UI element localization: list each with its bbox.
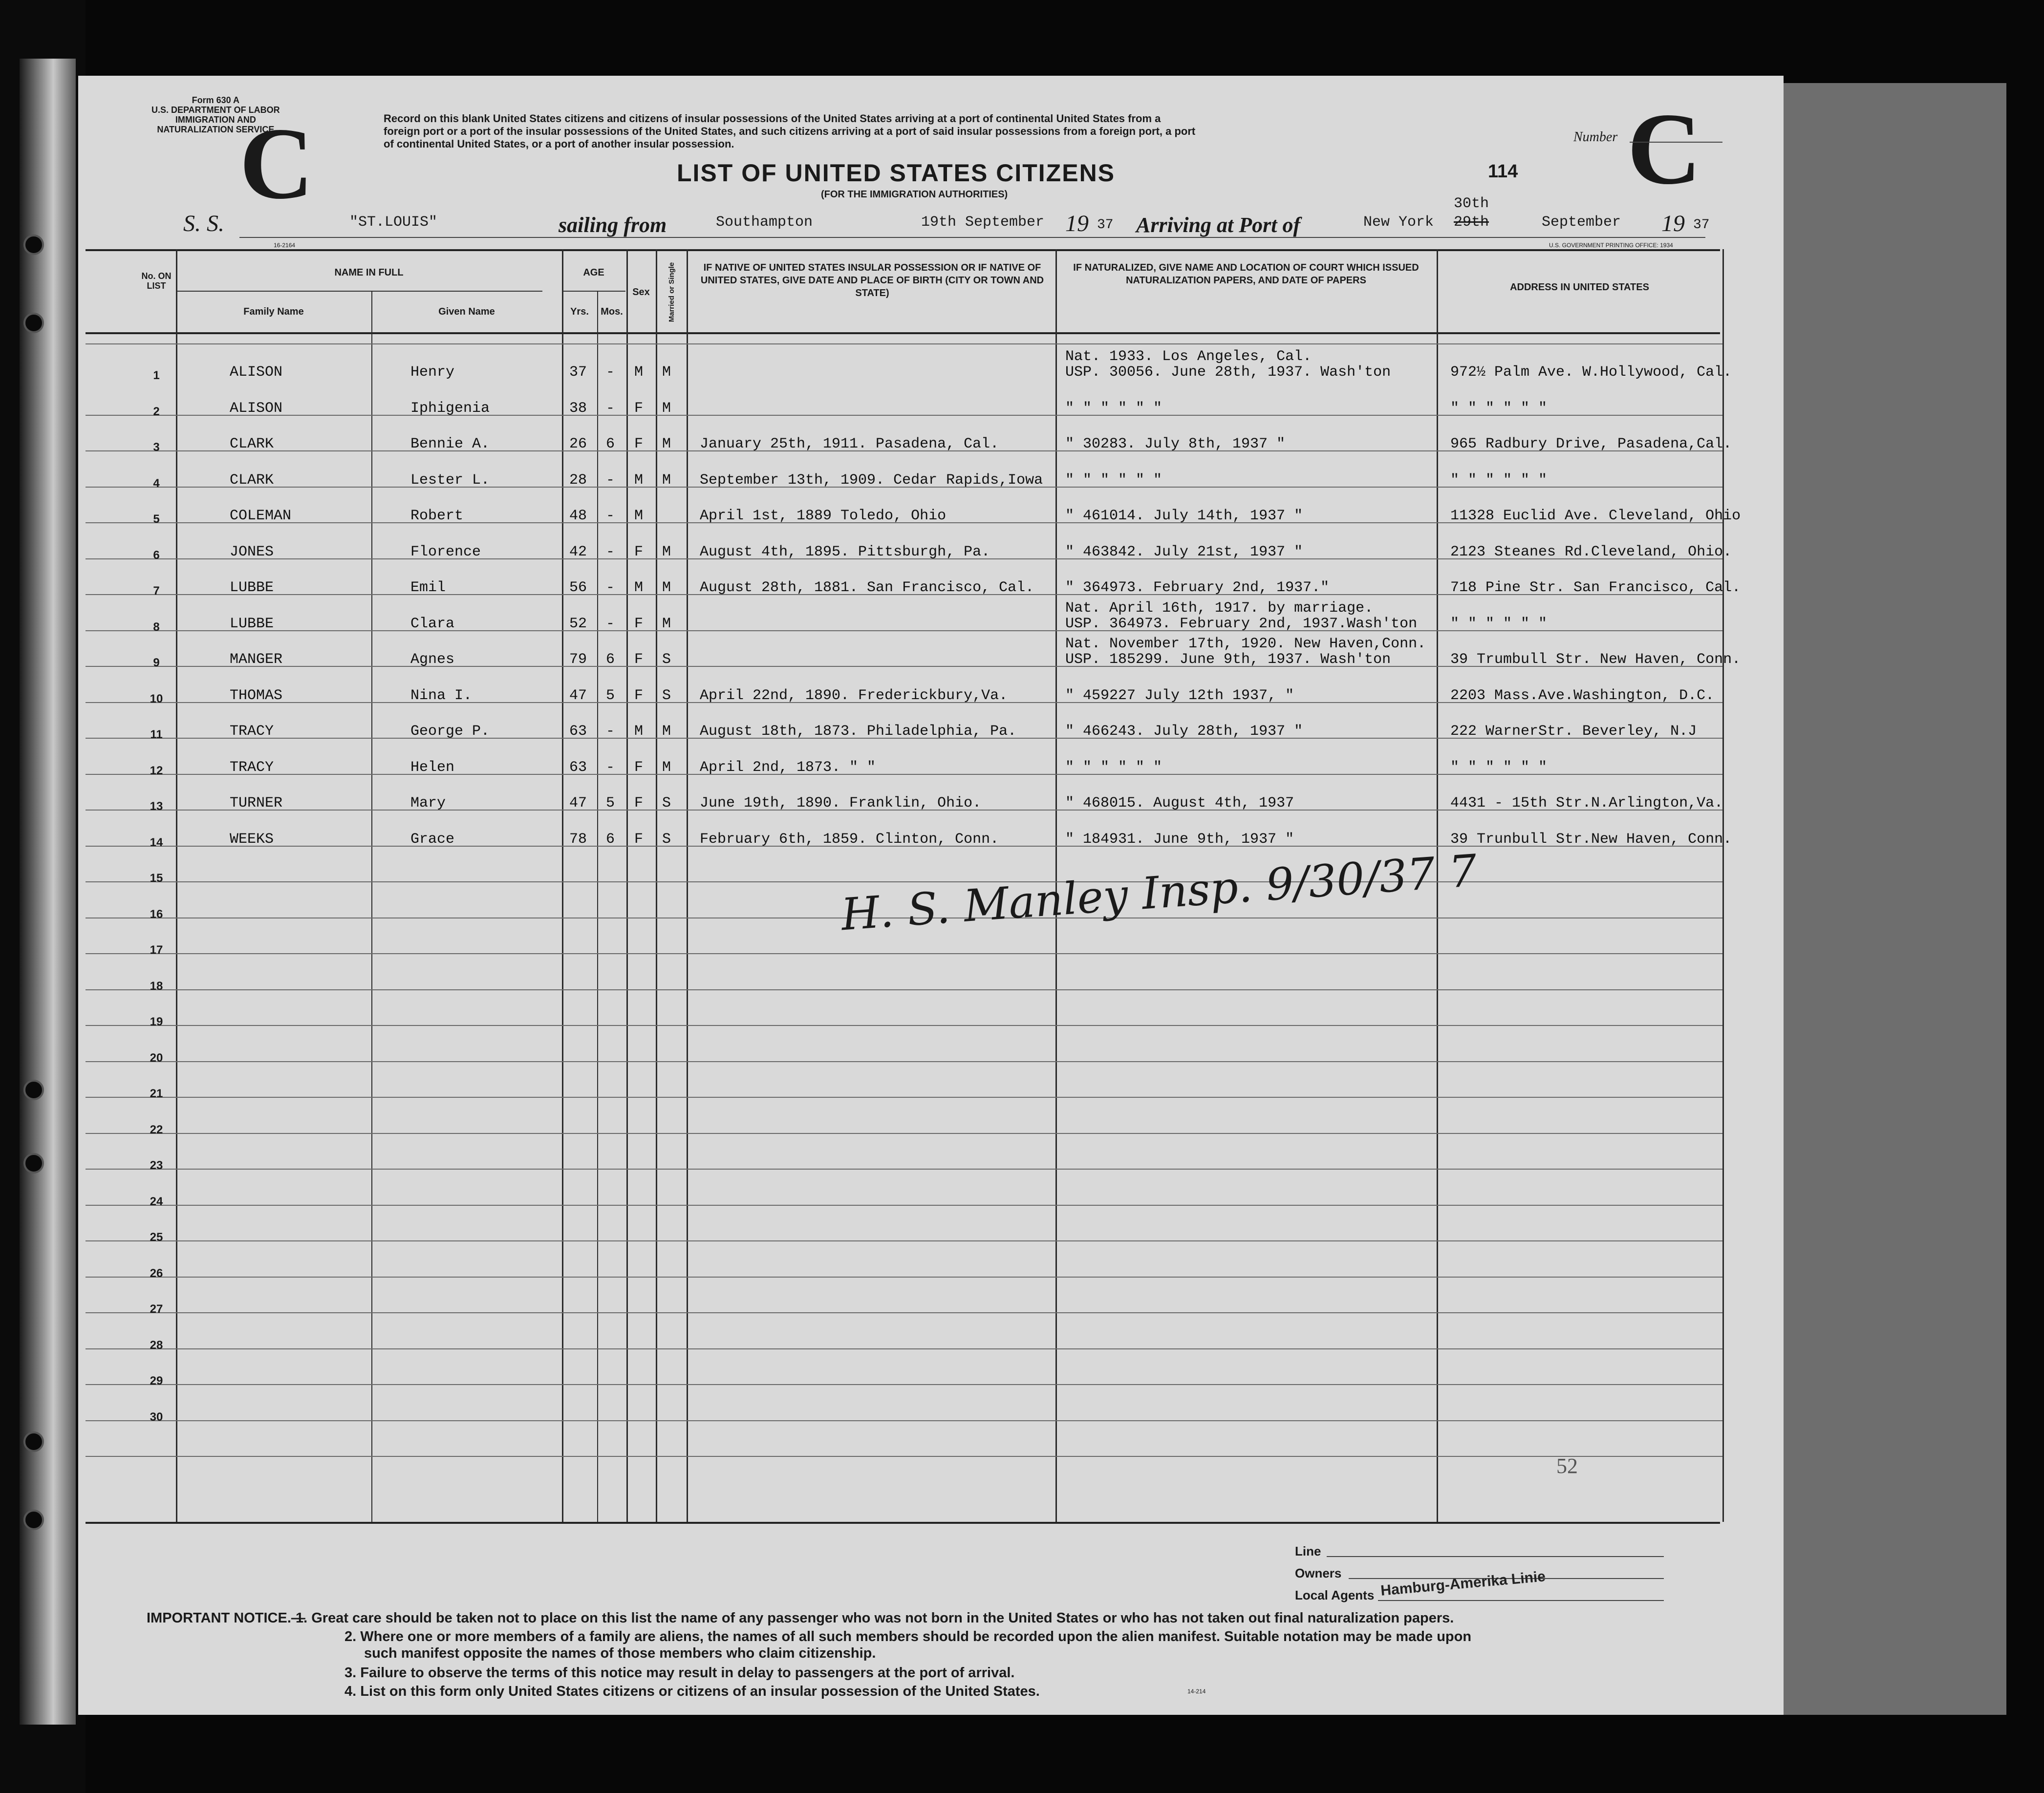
line-label: Line — [1295, 1544, 1321, 1558]
naturalization-line-2: " " " " " " — [1065, 759, 1162, 776]
notice-item-1: 1. Great care should be taken not to place on this list the name of any passenger who was not born in the United States or who has not taken out final naturalization papers. — [296, 1610, 1454, 1626]
naturalization-line-2: " 364973. February 2nd, 1937." — [1065, 579, 1330, 596]
row-number: 19 — [150, 1015, 163, 1028]
birth-place-date: January 25th, 1911. Pasadena, Cal. — [700, 436, 999, 452]
age-months: - — [606, 508, 615, 524]
marital-status: S — [662, 651, 671, 668]
marital-status: M — [662, 543, 671, 560]
given-name: Agnes — [410, 651, 455, 668]
family-name: ALISON — [230, 364, 283, 381]
age-years: 63 — [569, 723, 587, 740]
given-name: Emil — [410, 579, 446, 596]
naturalization-line-2: " 461014. July 14th, 1937 " — [1065, 508, 1303, 524]
row-number: 1 — [153, 369, 160, 382]
sex: M — [634, 723, 644, 740]
row-number: 9 — [153, 656, 160, 669]
us-address: 39 Trumbull Str. New Haven, Conn. — [1450, 651, 1741, 668]
age-months: - — [606, 543, 615, 560]
family-name: CLARK — [230, 471, 274, 489]
header-naturalized: IF NATURALIZED, GIVE NAME AND LOCATION OF COURT WHICH ISSUED NATURALIZATION PAPERS, AND DATE OF PAPERS — [1073, 262, 1419, 286]
table-top-rule — [86, 249, 1720, 251]
arrive-year-suffix: 37 — [1693, 217, 1710, 233]
row-number: 22 — [150, 1123, 163, 1136]
given-name: Florence — [410, 543, 481, 560]
arriving-label: Arriving at Port of — [1136, 213, 1301, 237]
arrive-year-prefix: 19 — [1661, 211, 1685, 236]
notice-item-2-cont: such manifest opposite the names of those members who claim citizenship. — [364, 1645, 876, 1661]
header-family-name: Family Name — [243, 306, 304, 317]
sex: F — [634, 759, 644, 776]
age-months: 5 — [606, 795, 615, 811]
inspector-signature: H. S. Manley Insp. 9/30/37 7 — [839, 845, 1479, 941]
marital-status: S — [662, 687, 671, 704]
record-instructions — [384, 112, 1195, 150]
row-number: 29 — [150, 1374, 163, 1387]
age-months: - — [606, 759, 615, 776]
binder-hole — [23, 1431, 44, 1452]
row-rule — [86, 1169, 1722, 1170]
us-address: " " " " " " — [1450, 759, 1548, 776]
row-number: 28 — [150, 1338, 163, 1352]
birth-place-date: April 2nd, 1873. " " — [700, 759, 876, 776]
row-number: 18 — [150, 979, 163, 993]
page-number: 114 — [1488, 161, 1518, 182]
age-months: - — [606, 615, 615, 632]
binder-hole — [23, 313, 44, 333]
row-number: 21 — [150, 1087, 163, 1100]
birth-place-date: September 13th, 1909. Cedar Rapids,Iowa — [700, 471, 1043, 489]
family-name: LUBBE — [230, 615, 274, 632]
age-years: 38 — [569, 400, 587, 417]
birth-place-date: June 19th, 1890. Franklin, Ohio. — [700, 795, 982, 811]
header-given-name: Given Name — [438, 306, 495, 317]
age-months: - — [606, 723, 615, 740]
class-letter-left: C — [239, 107, 314, 220]
header-age: AGE — [583, 267, 604, 278]
row-rule — [86, 1240, 1722, 1241]
naturalization-line-2: " 463842. July 21st, 1937 " — [1065, 543, 1303, 560]
naturalization-line-2: USP. 185299. June 9th, 1937. Wash'ton — [1065, 651, 1391, 668]
sex: F — [634, 795, 644, 811]
marital-status: M — [662, 436, 671, 452]
notice-item-4: 4. List on this form only United States citizens or citizens of an insular possession of the United States. — [344, 1684, 1040, 1699]
row-rule — [86, 1348, 1722, 1349]
binder-hole — [23, 1510, 44, 1530]
family-name: LUBBE — [230, 579, 274, 596]
us-address: 972½ Palm Ave. W.Hollywood, Cal. — [1450, 364, 1732, 381]
sex: F — [634, 687, 644, 704]
arrive-month: September — [1542, 214, 1621, 231]
naturalization-line-2: " 184931. June 9th, 1937 " — [1065, 831, 1294, 848]
record-text-3: of continental United States, or a port of another insular possession. — [384, 138, 734, 150]
naturalization-line-2: " 468015. August 4th, 1937 — [1065, 795, 1294, 811]
age-years: 63 — [569, 759, 587, 776]
header-no: No. ON LIST — [141, 271, 172, 291]
age-years: 48 — [569, 508, 587, 524]
family-name: THOMAS — [230, 687, 283, 704]
row-number: 8 — [153, 620, 160, 634]
header-married-single: Married or Single — [667, 262, 676, 322]
marital-status: M — [662, 471, 671, 489]
row-number: 14 — [150, 835, 163, 849]
row-number: 24 — [150, 1195, 163, 1208]
port-to: New York — [1363, 214, 1434, 231]
row-number: 13 — [150, 800, 163, 813]
row-number: 3 — [153, 441, 160, 454]
given-name: Bennie A. — [410, 436, 490, 452]
age-months: - — [606, 471, 615, 489]
bureau-line-1: IMMIGRATION AND — [175, 115, 256, 125]
naturalization-line-2: " 30283. July 8th, 1937 " — [1065, 436, 1286, 452]
notice-title: IMPORTANT NOTICE.— — [147, 1610, 305, 1626]
naturalization-line-2: USP. 364973. February 2nd, 1937.Wash'ton — [1065, 615, 1418, 632]
page-title: LIST OF UNITED STATES CITIZENS — [677, 159, 1116, 187]
department: U.S. DEPARTMENT OF LABOR — [151, 105, 280, 115]
row-rule — [86, 1420, 1722, 1421]
row-rule — [86, 1384, 1722, 1385]
age-years: 42 — [569, 543, 587, 560]
row-number: 27 — [150, 1302, 163, 1316]
table-bottom-rule — [86, 1522, 1720, 1524]
binder-hole — [23, 1080, 44, 1100]
age-years: 56 — [569, 579, 587, 596]
form-id: Form 630 A — [192, 95, 240, 105]
birth-place-date: April 22nd, 1890. Frederickbury,Va. — [700, 687, 1008, 704]
binder-strip — [20, 59, 76, 1725]
sex: M — [634, 579, 644, 596]
age-months: 5 — [606, 687, 615, 704]
page-subtitle: (FOR THE IMMIGRATION AUTHORITIES) — [821, 189, 1008, 200]
naturalization-line-2: USP. 30056. June 28th, 1937. Wash'ton — [1065, 364, 1391, 381]
sex: F — [634, 651, 644, 668]
row-rule — [86, 1277, 1722, 1278]
port-from: Southampton — [716, 214, 813, 231]
age-years: 79 — [569, 651, 587, 668]
age-years: 78 — [569, 831, 587, 848]
row-number: 11 — [150, 728, 163, 741]
row-number: 4 — [153, 476, 160, 490]
sex: M — [634, 508, 644, 524]
depart-year-prefix: 19 — [1065, 211, 1089, 236]
given-name: Robert — [410, 508, 464, 524]
us-address: " " " " " " — [1450, 400, 1548, 417]
sex: M — [634, 364, 644, 381]
sex: F — [634, 615, 644, 632]
given-name: Mary — [410, 795, 446, 811]
header-yrs: Yrs. — [570, 306, 589, 317]
row-rule — [86, 1205, 1722, 1206]
age-years: 37 — [569, 364, 587, 381]
family-name: JONES — [230, 543, 274, 560]
given-name: Lester L. — [410, 471, 490, 489]
row-rule — [86, 953, 1722, 954]
naturalization-line-1: Nat. April 16th, 1917. by marriage. — [1065, 599, 1374, 617]
printing-office: U.S. GOVERNMENT PRINTING OFFICE: 1934 — [1549, 242, 1673, 249]
row-rule — [86, 1312, 1722, 1313]
row-number: 26 — [150, 1266, 163, 1280]
table-header-rule — [86, 332, 1720, 334]
given-name: Henry — [410, 364, 455, 381]
ship-name: "ST.LOUIS" — [349, 214, 438, 231]
marital-status: M — [662, 364, 671, 381]
given-name: Helen — [410, 759, 455, 776]
age-months: 6 — [606, 651, 615, 668]
row-number: 6 — [153, 548, 160, 562]
owners-label: Owners — [1295, 1566, 1342, 1580]
us-address: 11328 Euclid Ave. Cleveland, Ohio — [1450, 508, 1741, 524]
family-name: TRACY — [230, 723, 274, 740]
marital-status: M — [662, 579, 671, 596]
age-months: - — [606, 400, 615, 417]
row-number: 10 — [150, 692, 163, 705]
given-name: Grace — [410, 831, 455, 848]
row-number: 5 — [153, 512, 160, 526]
row-rule — [86, 1025, 1722, 1026]
marital-status: M — [662, 723, 671, 740]
family-name: TRACY — [230, 759, 274, 776]
sex: F — [634, 831, 644, 848]
age-years: 47 — [569, 687, 587, 704]
us-address: 222 WarnerStr. Beverley, N.J — [1450, 723, 1697, 740]
birth-place-date: April 1st, 1889 Toledo, Ohio — [700, 508, 947, 524]
backing-card — [1779, 83, 2006, 1715]
birth-place-date: August 18th, 1873. Philadelphia, Pa. — [700, 723, 1017, 740]
record-text-2: foreign port or a port of the insular possessions of the United States, and such citizens arriving at a port of said insular possessions from a foreign port, a port — [384, 125, 1196, 137]
marital-status: S — [662, 795, 671, 811]
row-number: 23 — [150, 1159, 163, 1172]
given-name: Nina I. — [410, 687, 473, 704]
header-mos: Mos. — [601, 306, 623, 317]
us-address: 2123 Steanes Rd.Cleveland, Ohio. — [1450, 543, 1732, 560]
record-text-1: Record on this blank United States citizens and citizens of insular possessions of the United States arriving at a port of continental United States from a — [384, 112, 1161, 125]
row-rule — [86, 1061, 1722, 1062]
row-number: 16 — [150, 907, 163, 921]
number-label: Number — [1573, 129, 1618, 145]
marital-status: M — [662, 400, 671, 417]
row-rule — [86, 1097, 1722, 1098]
birth-place-date: February 6th, 1859. Clinton, Conn. — [700, 831, 999, 848]
naturalization-line-2: " " " " " " — [1065, 400, 1162, 417]
marital-status: M — [662, 759, 671, 776]
footer-code: 14-214 — [1187, 1688, 1206, 1695]
marital-status: S — [662, 831, 671, 848]
marital-status: M — [662, 615, 671, 632]
ss-label: S. S. — [183, 211, 224, 236]
us-address: 2203 Mass.Ave.Washington, D.C. — [1450, 687, 1715, 704]
notice-item-3: 3. Failure to observe the terms of this notice may result in delay to passengers at the port of arrival. — [344, 1665, 1015, 1681]
bureau-line-2: NATURALIZATION SERVICE — [157, 125, 275, 134]
header-address: ADDRESS IN UNITED STATES — [1510, 282, 1649, 293]
age-months: 6 — [606, 831, 615, 848]
naturalization-line-1: Nat. November 17th, 1920. New Haven,Conn. — [1065, 636, 1426, 652]
given-name: Clara — [410, 615, 455, 632]
row-number: 15 — [150, 872, 163, 885]
naturalization-line-1: Nat. 1933. Los Angeles, Cal. — [1065, 348, 1312, 365]
row-number: 30 — [150, 1410, 163, 1424]
notice-item-2: 2. Where one or more members of a family are aliens, the names of all such members should be recorded upon the alien manifest. Suitable notation may be made upon — [344, 1629, 1472, 1644]
row-number: 25 — [150, 1231, 163, 1244]
naturalization-line-2: " " " " " " — [1065, 471, 1162, 489]
us-address: 965 Radbury Drive, Pasadena,Cal. — [1450, 436, 1732, 452]
age-months: - — [606, 364, 615, 381]
sex: F — [634, 400, 644, 417]
family-name: MANGER — [230, 651, 283, 668]
header-name-in-full: NAME IN FULL — [334, 267, 404, 278]
agents-stamp: Hamburg-Amerika Linie — [1380, 1568, 1547, 1599]
row-number: 12 — [150, 764, 163, 777]
us-address: " " " " " " — [1450, 471, 1548, 489]
age-years: 28 — [569, 471, 587, 489]
sex: M — [634, 471, 644, 489]
row-number: 2 — [153, 405, 160, 418]
row-rule — [86, 1456, 1722, 1457]
sailing-from-label: sailing from — [559, 213, 667, 237]
small-code: 16-2164 — [274, 242, 296, 249]
age-years: 52 — [569, 615, 587, 632]
given-name: George P. — [410, 723, 490, 740]
row-number: 17 — [150, 943, 163, 957]
sex: F — [634, 543, 644, 560]
age-years: 26 — [569, 436, 587, 452]
row-rule — [86, 1133, 1722, 1134]
binder-hole — [23, 1153, 44, 1174]
us-address: " " " " " " — [1450, 615, 1548, 632]
row-number: 7 — [153, 584, 160, 598]
family-name: TURNER — [230, 795, 283, 811]
family-name: WEEKS — [230, 831, 274, 848]
age-years: 47 — [569, 795, 587, 811]
depart-year-suffix: 37 — [1097, 217, 1114, 233]
age-months: - — [606, 579, 615, 596]
us-address: 718 Pine Str. San Francisco, Cal. — [1450, 579, 1741, 596]
depart-date: 19th September — [921, 214, 1045, 231]
stamp-number: 52 — [1556, 1454, 1578, 1478]
naturalization-line-2: " 466243. July 28th, 1937 " — [1065, 723, 1303, 740]
row-rule — [86, 343, 1722, 344]
header-sex: Sex — [632, 287, 650, 298]
family-name: COLEMAN — [230, 508, 292, 524]
header-birth: IF NATIVE OF UNITED STATES INSULAR POSSESSION OR IF NATIVE OF UNITED STATES, GIVE DATE AND PLACE OF BIRTH (CITY OR TOWN AND STATE) — [700, 262, 1044, 299]
sex: F — [634, 436, 644, 452]
arrive-day-struck: 29th — [1454, 214, 1489, 231]
row-rule — [86, 989, 1722, 990]
row-number: 20 — [150, 1051, 163, 1065]
class-letter-right: C — [1627, 92, 1701, 206]
binder-hole — [23, 235, 44, 255]
arrive-day-corrected: 30th — [1454, 195, 1489, 212]
naturalization-line-2: " 459227 July 12th 1937, " — [1065, 687, 1294, 704]
given-name: Iphigenia — [410, 400, 490, 417]
us-address: 39 Trunbull Str.New Haven, Conn. — [1450, 831, 1732, 848]
birth-place-date: August 28th, 1881. San Francisco, Cal. — [700, 579, 1034, 596]
manifest-page — [78, 76, 1784, 1715]
local-agents-label: Local Agents — [1295, 1588, 1375, 1602]
family-name: ALISON — [230, 400, 283, 417]
us-address: 4431 - 15th Str.N.Arlington,Va. — [1450, 795, 1723, 811]
age-months: 6 — [606, 436, 615, 452]
birth-place-date: August 4th, 1895. Pittsburgh, Pa. — [700, 543, 990, 560]
family-name: CLARK — [230, 436, 274, 452]
